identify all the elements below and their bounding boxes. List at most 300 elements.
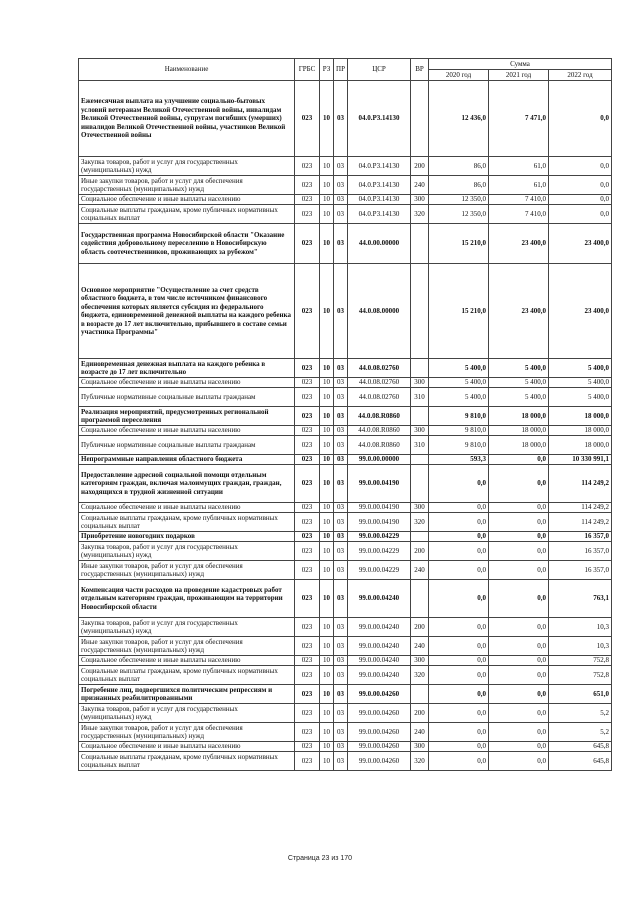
cell-2021: 7 471,0 — [489, 81, 549, 157]
cell-2021: 61,0 — [489, 157, 549, 176]
cell-2020: 0,0 — [429, 637, 489, 656]
cell-pr: 03 — [334, 637, 348, 656]
cell-2021: 0,0 — [489, 455, 549, 465]
cell-name: Предоставление адресной социальной помощи отдельным категориям граждан, включая малоимущих граждан, граждан, находящихся в трудной жизненной ситуации — [79, 465, 295, 503]
cell-vr: 240 — [411, 561, 429, 580]
cell-pr: 03 — [334, 666, 348, 685]
cell-name: Погребение лиц, подвергшихся политическим репрессиям и признанных реабилитированными — [79, 685, 295, 704]
cell-vr: 300 — [411, 195, 429, 205]
cell-2020: 9 810,0 — [429, 426, 489, 436]
cell-2020: 5 400,0 — [429, 388, 489, 407]
cell-csr: 99.0.00.04260 — [348, 723, 411, 742]
cell-2021: 0,0 — [489, 513, 549, 532]
cell-pr: 03 — [334, 532, 348, 542]
table-row — [79, 436, 612, 455]
table-row — [79, 542, 612, 561]
cell-2022: 0,0 — [549, 81, 612, 157]
cell-grbs: 023 — [295, 542, 320, 561]
cell-vr — [411, 81, 429, 157]
table-row — [79, 378, 612, 388]
cell-2022: 114 249,2 — [549, 503, 612, 513]
cell-grbs: 023 — [295, 503, 320, 513]
cell-pr: 03 — [334, 503, 348, 513]
cell-2022: 5 400,0 — [549, 388, 612, 407]
cell-name: Социальные выплаты гражданам, кроме публичных нормативных социальных выплат — [79, 205, 295, 224]
table-header — [79, 59, 612, 81]
cell-csr: 04.0.Р3.14130 — [348, 176, 411, 195]
cell-grbs: 023 — [295, 637, 320, 656]
cell-vr: 300 — [411, 742, 429, 752]
cell-name: Закупка товаров, работ и услуг для государственных (муниципальных) нужд — [79, 542, 295, 561]
table-row — [79, 637, 612, 656]
cell-grbs: 023 — [295, 426, 320, 436]
cell-name: Реализация мероприятий, предусмотренных региональной программой переселения — [79, 407, 295, 426]
cell-pr: 03 — [334, 618, 348, 637]
cell-csr: 44.0.08.02760 — [348, 359, 411, 378]
cell-name: Социальное обеспечение и иные выплаты населению — [79, 378, 295, 388]
header-rz: РЗ — [320, 59, 334, 81]
cell-2021: 7 410,0 — [489, 205, 549, 224]
cell-pr: 03 — [334, 542, 348, 561]
cell-name: Закупка товаров, работ и услуг для государственных (муниципальных) нужд — [79, 618, 295, 637]
cell-name: Основное мероприятие "Осуществление за счет средств областного бюджета, в том числе источником финансового обеспечения которых является субсидия из федерального бюджета, единовременной денежной выплаты на каждого ребенка в возрасте до 17 лет включительно, прибывшего в составе семьи участника Программы" — [79, 264, 295, 359]
cell-name: Иные закупки товаров, работ и услуг для обеспечения государственных (муниципальных) нужд — [79, 723, 295, 742]
cell-name: Компенсация части расходов на проведение кадастровых работ отдельным категориям граждан, проживающим на территории Новосибирской области — [79, 580, 295, 618]
cell-rz: 10 — [320, 455, 334, 465]
cell-name: Социальные выплаты гражданам, кроме публичных нормативных социальных выплат — [79, 513, 295, 532]
cell-rz: 10 — [320, 666, 334, 685]
cell-rz: 10 — [320, 81, 334, 157]
table-row — [79, 455, 612, 465]
cell-vr — [411, 685, 429, 704]
cell-2020: 0,0 — [429, 465, 489, 503]
cell-pr: 03 — [334, 723, 348, 742]
cell-2021: 18 000,0 — [489, 407, 549, 426]
cell-rz: 10 — [320, 503, 334, 513]
cell-rz: 10 — [320, 205, 334, 224]
cell-2022: 651,0 — [549, 685, 612, 704]
table-row — [79, 388, 612, 407]
cell-rz: 10 — [320, 618, 334, 637]
cell-name: Приобретение новогодних подарков — [79, 532, 295, 542]
cell-rz: 10 — [320, 388, 334, 407]
table-row — [79, 503, 612, 513]
header-grbs: ГРБС — [295, 59, 320, 81]
cell-2020: 593,3 — [429, 455, 489, 465]
cell-pr: 03 — [334, 752, 348, 771]
cell-grbs: 023 — [295, 752, 320, 771]
cell-2022: 763,1 — [549, 580, 612, 618]
cell-csr: 99.0.00.04240 — [348, 666, 411, 685]
table-row — [79, 81, 612, 157]
cell-2021: 0,0 — [489, 580, 549, 618]
table-row — [79, 580, 612, 618]
cell-2022: 645,8 — [549, 752, 612, 771]
cell-2021: 18 000,0 — [489, 426, 549, 436]
cell-grbs: 023 — [295, 580, 320, 618]
cell-grbs: 023 — [295, 359, 320, 378]
cell-csr: 99.0.00.00000 — [348, 455, 411, 465]
cell-2020: 0,0 — [429, 685, 489, 704]
cell-2022: 10,3 — [549, 637, 612, 656]
cell-csr: 04.0.Р3.14130 — [348, 195, 411, 205]
cell-grbs: 023 — [295, 224, 320, 264]
cell-2021: 0,0 — [489, 532, 549, 542]
cell-pr: 03 — [334, 436, 348, 455]
table-row — [79, 224, 612, 264]
cell-grbs: 023 — [295, 723, 320, 742]
cell-csr: 99.0.00.04190 — [348, 513, 411, 532]
cell-vr: 300 — [411, 656, 429, 666]
cell-pr: 03 — [334, 561, 348, 580]
cell-2022: 752,8 — [549, 656, 612, 666]
cell-name: Единовременная денежная выплата на каждого ребенка в возрасте до 17 лет включительно — [79, 359, 295, 378]
cell-vr: 240 — [411, 176, 429, 195]
cell-vr — [411, 580, 429, 618]
cell-grbs: 023 — [295, 618, 320, 637]
cell-grbs: 023 — [295, 704, 320, 723]
table-row — [79, 195, 612, 205]
cell-2022: 23 400,0 — [549, 224, 612, 264]
cell-pr: 03 — [334, 176, 348, 195]
cell-2022: 18 000,0 — [549, 426, 612, 436]
cell-pr: 03 — [334, 407, 348, 426]
cell-csr: 44.0.08.R0860 — [348, 426, 411, 436]
cell-2021: 0,0 — [489, 685, 549, 704]
table-row — [79, 618, 612, 637]
cell-2020: 0,0 — [429, 723, 489, 742]
cell-rz: 10 — [320, 580, 334, 618]
cell-name: Закупка товаров, работ и услуг для государственных (муниципальных) нужд — [79, 157, 295, 176]
cell-2022: 18 000,0 — [549, 436, 612, 455]
cell-grbs: 023 — [295, 742, 320, 752]
cell-csr: 99.0.00.04260 — [348, 742, 411, 752]
cell-name: Публичные нормативные социальные выплаты гражданам — [79, 436, 295, 455]
cell-2020: 0,0 — [429, 561, 489, 580]
cell-2022: 0,0 — [549, 205, 612, 224]
table-row — [79, 656, 612, 666]
table-body — [79, 81, 612, 771]
cell-grbs: 023 — [295, 561, 320, 580]
cell-pr: 03 — [334, 224, 348, 264]
cell-rz: 10 — [320, 542, 334, 561]
header-year-2020: 2020 год — [429, 70, 489, 81]
cell-csr: 04.0.Р3.14130 — [348, 157, 411, 176]
cell-2020: 9 810,0 — [429, 407, 489, 426]
cell-name: Публичные нормативные социальные выплаты гражданам — [79, 388, 295, 407]
table-row — [79, 723, 612, 742]
cell-csr: 99.0.00.04240 — [348, 618, 411, 637]
cell-pr: 03 — [334, 205, 348, 224]
cell-2022: 5 400,0 — [549, 359, 612, 378]
cell-rz: 10 — [320, 637, 334, 656]
cell-2020: 9 810,0 — [429, 436, 489, 455]
cell-2020: 0,0 — [429, 704, 489, 723]
cell-pr: 03 — [334, 195, 348, 205]
cell-pr: 03 — [334, 656, 348, 666]
cell-2022: 16 357,0 — [549, 561, 612, 580]
cell-rz: 10 — [320, 513, 334, 532]
cell-vr: 320 — [411, 205, 429, 224]
cell-rz: 10 — [320, 224, 334, 264]
cell-rz: 10 — [320, 378, 334, 388]
cell-csr: 44.0.08.R0860 — [348, 436, 411, 455]
cell-vr: 320 — [411, 752, 429, 771]
table-row — [79, 176, 612, 195]
cell-vr: 240 — [411, 723, 429, 742]
cell-2021: 0,0 — [489, 723, 549, 742]
table-row — [79, 264, 612, 359]
cell-csr: 44.0.08.02760 — [348, 378, 411, 388]
cell-2021: 0,0 — [489, 742, 549, 752]
cell-csr: 44.0.08.R0860 — [348, 407, 411, 426]
cell-grbs: 023 — [295, 176, 320, 195]
cell-csr: 99.0.00.04260 — [348, 685, 411, 704]
cell-2022: 645,8 — [549, 742, 612, 752]
cell-vr — [411, 407, 429, 426]
cell-grbs: 023 — [295, 465, 320, 503]
cell-name: Социальное обеспечение и иные выплаты населению — [79, 742, 295, 752]
cell-vr — [411, 224, 429, 264]
cell-2020: 0,0 — [429, 532, 489, 542]
cell-vr: 240 — [411, 637, 429, 656]
table-row — [79, 704, 612, 723]
cell-grbs: 023 — [295, 157, 320, 176]
cell-2020: 0,0 — [429, 580, 489, 618]
cell-name: Иные закупки товаров, работ и услуг для обеспечения государственных (муниципальных) нужд — [79, 637, 295, 656]
cell-2021: 0,0 — [489, 561, 549, 580]
cell-2021: 23 400,0 — [489, 264, 549, 359]
cell-2020: 15 210,0 — [429, 264, 489, 359]
cell-rz: 10 — [320, 436, 334, 455]
table-row — [79, 561, 612, 580]
cell-rz: 10 — [320, 465, 334, 503]
header-year-2021: 2021 год — [489, 70, 549, 81]
table-row — [79, 359, 612, 378]
cell-name: Социальное обеспечение и иные выплаты населению — [79, 426, 295, 436]
cell-vr: 320 — [411, 666, 429, 685]
cell-name: Закупка товаров, работ и услуг для государственных (муниципальных) нужд — [79, 704, 295, 723]
cell-pr: 03 — [334, 742, 348, 752]
cell-rz: 10 — [320, 742, 334, 752]
table-row — [79, 157, 612, 176]
cell-2020: 12 436,0 — [429, 81, 489, 157]
cell-name: Иные закупки товаров, работ и услуг для обеспечения государственных (муниципальных) нужд — [79, 176, 295, 195]
cell-grbs: 023 — [295, 81, 320, 157]
cell-2021: 61,0 — [489, 176, 549, 195]
table-row — [79, 752, 612, 771]
cell-csr: 99.0.00.04229 — [348, 532, 411, 542]
cell-pr: 03 — [334, 704, 348, 723]
cell-grbs: 023 — [295, 666, 320, 685]
cell-pr: 03 — [334, 426, 348, 436]
cell-2022: 114 249,2 — [549, 465, 612, 503]
cell-grbs: 023 — [295, 513, 320, 532]
header-vr: ВР — [411, 59, 429, 81]
table-row — [79, 685, 612, 704]
budget-table — [78, 58, 612, 771]
table-row — [79, 742, 612, 752]
cell-vr: 200 — [411, 704, 429, 723]
cell-pr: 03 — [334, 264, 348, 359]
cell-rz: 10 — [320, 752, 334, 771]
cell-grbs: 023 — [295, 388, 320, 407]
cell-vr — [411, 532, 429, 542]
cell-2020: 0,0 — [429, 542, 489, 561]
cell-2020: 15 210,0 — [429, 224, 489, 264]
cell-name: Социальное обеспечение и иные выплаты населению — [79, 195, 295, 205]
cell-2021: 0,0 — [489, 656, 549, 666]
cell-vr: 200 — [411, 157, 429, 176]
table-row — [79, 666, 612, 685]
cell-2021: 7 410,0 — [489, 195, 549, 205]
cell-2021: 23 400,0 — [489, 224, 549, 264]
cell-2022: 114 249,2 — [549, 513, 612, 532]
cell-2021: 0,0 — [489, 752, 549, 771]
cell-rz: 10 — [320, 426, 334, 436]
cell-rz: 10 — [320, 723, 334, 742]
cell-csr: 44.0.00.00000 — [348, 224, 411, 264]
cell-name: Иные закупки товаров, работ и услуг для обеспечения государственных (муниципальных) нужд — [79, 561, 295, 580]
table-row — [79, 407, 612, 426]
header-csr: ЦСР — [348, 59, 411, 81]
cell-pr: 03 — [334, 378, 348, 388]
cell-2020: 0,0 — [429, 503, 489, 513]
cell-csr: 99.0.00.04190 — [348, 503, 411, 513]
cell-pr: 03 — [334, 513, 348, 532]
cell-vr — [411, 455, 429, 465]
cell-csr: 44.0.08.00000 — [348, 264, 411, 359]
cell-grbs: 023 — [295, 455, 320, 465]
cell-vr: 310 — [411, 436, 429, 455]
table-row — [79, 532, 612, 542]
cell-rz: 10 — [320, 656, 334, 666]
cell-2022: 16 357,0 — [549, 532, 612, 542]
cell-2020: 12 350,0 — [429, 205, 489, 224]
cell-csr: 99.0.00.04229 — [348, 561, 411, 580]
cell-2021: 5 400,0 — [489, 388, 549, 407]
cell-vr: 300 — [411, 503, 429, 513]
cell-2022: 23 400,0 — [549, 264, 612, 359]
cell-2020: 0,0 — [429, 618, 489, 637]
cell-2020: 5 400,0 — [429, 378, 489, 388]
cell-2020: 86,0 — [429, 157, 489, 176]
table-row — [79, 513, 612, 532]
table-row — [79, 465, 612, 503]
cell-2022: 5,2 — [549, 723, 612, 742]
cell-2022: 752,8 — [549, 666, 612, 685]
cell-2020: 0,0 — [429, 656, 489, 666]
cell-vr: 320 — [411, 513, 429, 532]
cell-pr: 03 — [334, 388, 348, 407]
cell-rz: 10 — [320, 359, 334, 378]
cell-2022: 10,3 — [549, 618, 612, 637]
cell-2021: 0,0 — [489, 704, 549, 723]
cell-2021: 0,0 — [489, 465, 549, 503]
cell-grbs: 023 — [295, 532, 320, 542]
cell-csr: 44.0.08.02760 — [348, 388, 411, 407]
cell-pr: 03 — [334, 359, 348, 378]
cell-2020: 0,0 — [429, 742, 489, 752]
cell-rz: 10 — [320, 157, 334, 176]
cell-2022: 0,0 — [549, 157, 612, 176]
cell-rz: 10 — [320, 532, 334, 542]
cell-pr: 03 — [334, 455, 348, 465]
page-number: Страница 23 из 170 — [287, 855, 353, 862]
cell-vr: 310 — [411, 388, 429, 407]
cell-2020: 5 400,0 — [429, 359, 489, 378]
cell-csr: 99.0.00.04240 — [348, 656, 411, 666]
cell-2021: 5 400,0 — [489, 378, 549, 388]
cell-2021: 18 000,0 — [489, 436, 549, 455]
table-row — [79, 426, 612, 436]
cell-2020: 0,0 — [429, 513, 489, 532]
cell-pr: 03 — [334, 81, 348, 157]
cell-2020: 86,0 — [429, 176, 489, 195]
cell-grbs: 023 — [295, 195, 320, 205]
cell-name: Непрограммные направления областного бюджета — [79, 455, 295, 465]
cell-grbs: 023 — [295, 685, 320, 704]
cell-2022: 10 330 991,1 — [549, 455, 612, 465]
cell-rz: 10 — [320, 685, 334, 704]
cell-2022: 5,2 — [549, 704, 612, 723]
cell-csr: 04.0.Р3.14130 — [348, 81, 411, 157]
cell-csr: 99.0.00.04190 — [348, 465, 411, 503]
header-name: Наименование — [79, 59, 295, 81]
cell-2022: 0,0 — [549, 176, 612, 195]
header-pr: ПР — [334, 59, 348, 81]
cell-name: Социальные выплаты гражданам, кроме публичных нормативных социальных выплат — [79, 666, 295, 685]
cell-grbs: 023 — [295, 436, 320, 455]
table-row — [79, 205, 612, 224]
cell-grbs: 023 — [295, 205, 320, 224]
cell-vr: 300 — [411, 378, 429, 388]
cell-name: Ежемесячная выплата на улучшение социально-бытовых условий ветеранам Великой Отечественной войны, инвалидам Великой Отечественной войны, супругам погибших (умерших) инвалидов Великой Отечественной войны, участников Великой Отечественной войны — [79, 81, 295, 157]
cell-csr: 99.0.00.04229 — [348, 542, 411, 561]
cell-2021: 5 400,0 — [489, 359, 549, 378]
cell-grbs: 023 — [295, 407, 320, 426]
cell-2021: 0,0 — [489, 503, 549, 513]
cell-pr: 03 — [334, 465, 348, 503]
cell-2020: 0,0 — [429, 752, 489, 771]
cell-2021: 0,0 — [489, 618, 549, 637]
header-sum: Сумма — [429, 59, 612, 70]
cell-csr: 04.0.Р3.14130 — [348, 205, 411, 224]
cell-vr — [411, 359, 429, 378]
cell-pr: 03 — [334, 157, 348, 176]
cell-name: Социальное обеспечение и иные выплаты населению — [79, 503, 295, 513]
cell-vr — [411, 264, 429, 359]
cell-name: Социальное обеспечение и иные выплаты населению — [79, 656, 295, 666]
cell-2020: 0,0 — [429, 666, 489, 685]
cell-vr — [411, 465, 429, 503]
cell-name: Социальные выплаты гражданам, кроме публичных нормативных социальных выплат — [79, 752, 295, 771]
cell-2022: 5 400,0 — [549, 378, 612, 388]
cell-rz: 10 — [320, 704, 334, 723]
cell-csr: 99.0.00.04260 — [348, 752, 411, 771]
cell-pr: 03 — [334, 580, 348, 618]
cell-rz: 10 — [320, 561, 334, 580]
cell-rz: 10 — [320, 176, 334, 195]
cell-2021: 0,0 — [489, 666, 549, 685]
cell-grbs: 023 — [295, 656, 320, 666]
header-year-2022: 2022 год — [549, 70, 612, 81]
cell-2020: 12 350,0 — [429, 195, 489, 205]
cell-rz: 10 — [320, 264, 334, 359]
cell-2022: 0,0 — [549, 195, 612, 205]
cell-vr: 200 — [411, 618, 429, 637]
cell-csr: 99.0.00.04240 — [348, 637, 411, 656]
